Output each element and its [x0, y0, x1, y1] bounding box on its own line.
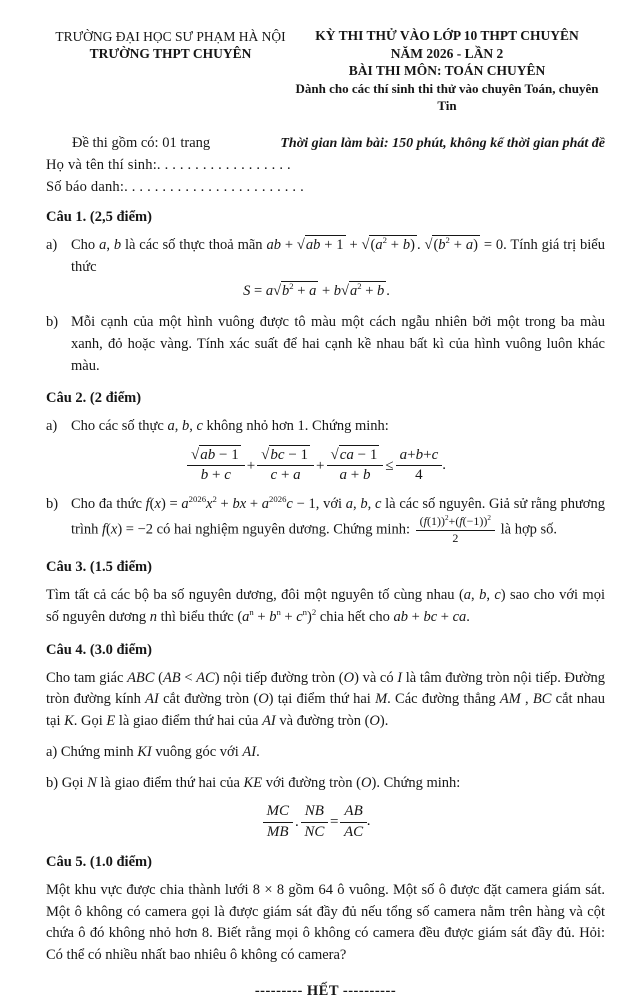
question-5-heading: Câu 5. (1.0 điểm) [46, 853, 152, 870]
exam-title-block [289, 27, 605, 115]
question-4b-text: b) Gọi N là giao điểm thứ hai của KE với đường tròn (O). Chứng minh: [46, 774, 461, 791]
duration-note: Thời gian làm bài: 150 phút, không kể thời gian phát đề [280, 135, 605, 151]
exam-title-line1: KỲ THI THỬ VÀO LỚP 10 THPT CHUYÊN [315, 28, 579, 43]
question-1a-equation: $S = a√b^2 + a + b√a^2 + b$ . [243, 281, 390, 300]
item-label: a) [46, 418, 58, 435]
question-1a-text: Cho a, b là các số thực thoả mãn ab + $√ab + 1 + √(a^2 + b)$ . $√(b^2 + a) = 0$. Tính giá trị biểu thức [71, 235, 605, 275]
question-1-heading: Câu 1. (2,5 điểm) [46, 208, 152, 225]
item-label: b) [46, 495, 59, 512]
page-count-note: Đề thi gồm có: 01 trang [72, 134, 211, 151]
question-2a-text: Cho các số thực a, b, c không nhỏ hơn 1. Chứng minh: [71, 418, 389, 435]
question-2-heading: Câu 2. (2 điểm) [46, 390, 142, 407]
question-1 [46, 209, 605, 378]
item-label: b) [46, 314, 59, 331]
exam-info-row [46, 135, 605, 152]
question-5 [46, 854, 605, 967]
exam-audience-line: Dành cho các thí sinh thi thử vào chuyên Toán, chuyên Tin [295, 80, 599, 114]
question-4-intro: Cho tam giác ABC (AB < AC) nội tiếp đường tròn (O) và có I là tâm đường tròn nội tiếp. Đường tròn đường kính AI cắt đường tròn (O) tại điểm thứ hai M. Các đường thẳng AM , BC cắt nhau tại K. Gọi E là giao điểm thứ hai của AI và đường tròn (O). [46, 669, 605, 730]
exam-title-line2: NĂM 2026 - LẦN 2 [390, 45, 504, 61]
school-block [52, 27, 289, 63]
exam-subject-line: BÀI THI MÔN: TOÁN CHUYÊN [348, 63, 546, 79]
exam-header [46, 27, 605, 115]
school-name: TRƯỜNG THPT CHUYÊN [89, 46, 252, 62]
question-2a-equation: $\frac{√ab - 1}{b + c}$ + $\frac{√bc - 1}{c + a}$ + $\frac{√ca - 1}{a + b}$ ≤ $\frac{a+b+c}{4}$ . [46, 447, 587, 485]
question-2 [46, 390, 605, 546]
question-3 [46, 559, 605, 629]
university-name: TRƯỜNG ĐẠI HỌC SƯ PHẠM HÀ NỘI [55, 29, 286, 44]
question-4 [46, 642, 605, 841]
question-4b-equation: $\frac{MC}{MB}$ . $\frac{NB}{NC}$ = $\frac{AB}{AC}$ . [46, 803, 587, 841]
question-2b-text: Cho đa thức $f(x) = a^{2026}x^2$ + bx + $a^{2026}c - 1$, với a, b, c là các số nguyên. Giả sử rằng phương trình f(x) = −2 có hai nghiệm nguyên dương. Chứng minh: $\frac{(f(1))^2+(f(-1))^2}{2}$ là hợp số. [71, 493, 605, 546]
question-3-text: Tìm tất cả các bộ ba số nguyên dương, đôi một nguyên tố cùng nhau (a, b, c) sao cho với mọi số nguyên dương n thì biểu thức $(a^n + b^n + c^n)^2$ chia hết cho ab + bc + ca. [46, 587, 605, 625]
question-4-heading: Câu 4. (3.0 điểm) [46, 641, 152, 658]
question-1b [46, 312, 605, 377]
question-5-text: Một khu vực được chia thành lưới 8 × 8 gồm 64 ô vuông. Một số ô được đặt camera giám sát. Một ô không có camera gọi là được giám sát đầy đủ nếu tổng số camera nằm trên hàng và cột chứa ô đó không nhỏ hơn 8. Biết rằng mọi ô không có camera đều được giám sát đầy đủ. Hỏi: Có thể có nhiều nhất bao nhiêu ô không có camera? [46, 881, 605, 964]
question-2b [46, 494, 605, 546]
question-4a-text: a) Chứng minh KI vuông góc với AI. [46, 743, 260, 760]
question-2a [46, 416, 605, 438]
question-1b-text: Mỗi cạnh của một hình vuông được tô màu một cách ngẫu nhiên bởi một trong ba màu xanh, đỏ hoặc vàng. Tính xác suất để hai cạnh kề nhau bất kì của hình vuông luôn khác màu. [71, 314, 605, 374]
student-name-line: Họ và tên thí sinh:. . . . . . . . . . . . . . . . . . [46, 156, 291, 173]
question-1a [46, 235, 605, 279]
item-label: a) [46, 236, 58, 253]
end-of-exam-marker: --------- HẾT ---------- [254, 982, 397, 999]
student-id-line: Số báo danh:. . . . . . . . . . . . . . . . . . . . . . . . [46, 178, 304, 195]
question-3-heading: Câu 3. (1.5 điểm) [46, 559, 152, 576]
